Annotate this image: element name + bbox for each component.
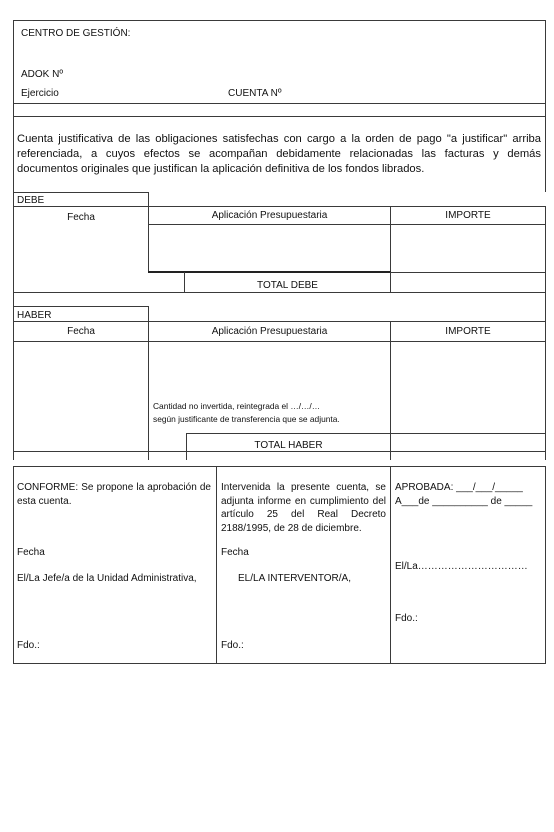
debe-label-divider bbox=[148, 192, 149, 207]
cantidad-reintegrada-line2: según justificante de transferencia que se adjunta. bbox=[153, 414, 340, 424]
aprobada-place-line: A___de __________ de _____ bbox=[395, 496, 533, 507]
el-la-signature-line: El/La…………………………… bbox=[395, 561, 528, 572]
adok-label: ADOK Nº bbox=[21, 69, 63, 80]
header-border-right bbox=[545, 20, 546, 103]
fecha-left-label: Fecha bbox=[17, 547, 45, 558]
intro-border-top bbox=[13, 116, 546, 117]
sign-bottom-border bbox=[13, 663, 546, 664]
debe-importe-bottom bbox=[390, 272, 546, 273]
conforme-text: CONFORME: Se propone la aprobación de esta cuenta. bbox=[17, 482, 211, 507]
haber-importe-header: IMPORTE bbox=[445, 326, 491, 337]
haber-aplicacion-header: Aplicación Presupuestaria bbox=[211, 326, 328, 337]
debe-importe-header: IMPORTE bbox=[445, 210, 491, 221]
haber-total-label: TOTAL HABER bbox=[254, 440, 323, 451]
header-border-left bbox=[13, 20, 14, 103]
sign-col-divider-2 bbox=[390, 466, 391, 663]
sign-col-divider-1 bbox=[216, 466, 217, 663]
debe-header-bottom bbox=[148, 224, 546, 225]
debe-label: DEBE bbox=[17, 195, 45, 206]
haber-total-top bbox=[186, 433, 546, 434]
fecha-mid-label: Fecha bbox=[221, 547, 249, 558]
debe-right-border bbox=[545, 206, 546, 292]
haber-label-top bbox=[13, 306, 149, 307]
debe-left-border bbox=[13, 192, 14, 292]
intro-paragraph: Cuenta justificativa de las obligaciones satisfechas con cargo a la orden de pago "a justificar" arriba referenciada, a cuyos efectos se acompañan debidamente relacionadas las facturas y demás documentos originales que justifican la aplicación definitiva de los fondos librados. bbox=[17, 133, 541, 175]
debe-header-top bbox=[13, 206, 546, 207]
debe-top-border bbox=[13, 192, 149, 193]
spacer-right bbox=[545, 103, 546, 116]
haber-header-top bbox=[13, 321, 546, 322]
sign-right-border bbox=[545, 466, 546, 663]
sign-left-border bbox=[13, 466, 14, 663]
haber-label: HABER bbox=[17, 310, 52, 321]
intro-border-right bbox=[545, 116, 546, 192]
debe-fecha-header: Fecha bbox=[67, 212, 95, 223]
spacer-left bbox=[13, 103, 14, 116]
ejercicio-label: Ejercicio bbox=[21, 88, 59, 99]
cuenta-label: CUENTA Nº bbox=[228, 88, 282, 99]
centro-gestion-label: CENTRO DE GESTIÓN: bbox=[21, 28, 131, 39]
debe-aplicacion-header: Aplicación Presupuestaria bbox=[211, 210, 328, 221]
intervenida-text: Intervenida la presente cuenta, se adjunta informe en cumplimiento del artículo 25 del Real Decreto 2188/1995, de 28 de diciembre. bbox=[221, 482, 386, 534]
fdo-left-label: Fdo.: bbox=[17, 640, 40, 651]
intro-border-left bbox=[13, 116, 14, 192]
haber-label-divider bbox=[148, 306, 149, 321]
haber-left-border bbox=[13, 292, 14, 460]
haber-right-border bbox=[545, 292, 546, 460]
fdo-mid-label: Fdo.: bbox=[221, 640, 244, 651]
interventor-label: EL/LA INTERVENTOR/A, bbox=[238, 573, 352, 584]
haber-header-bottom bbox=[13, 341, 546, 342]
debe-total-label: TOTAL DEBE bbox=[257, 280, 318, 291]
cantidad-reintegrada-line1: Cantidad no invertida, reintegrada el …/…/… bbox=[153, 401, 321, 411]
fdo-right-label: Fdo.: bbox=[395, 613, 418, 624]
haber-total-bottom bbox=[13, 451, 546, 452]
debe-bottom-border bbox=[13, 292, 546, 293]
sign-top-border bbox=[13, 466, 546, 467]
aprobada-date-line: APROBADA: ___/___/_____ bbox=[395, 482, 523, 493]
jefe-unidad-label: El/La Jefe/a de la Unidad Administrativa, bbox=[17, 573, 197, 584]
header-border-top bbox=[13, 20, 546, 21]
header-border-bottom bbox=[13, 103, 546, 104]
haber-fecha-header: Fecha bbox=[67, 326, 95, 337]
